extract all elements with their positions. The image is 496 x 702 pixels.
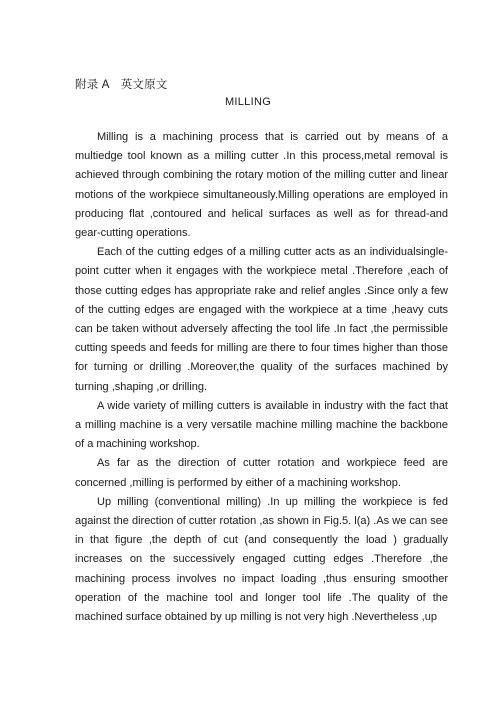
appendix-heading: 附录 A 英文原文 [75,79,168,91]
paragraph-5: Up milling (conventional milling) .In up milling the workpiece is fed against the direction of cutter rotation ,as shown in Fig.5. l(a) .As we can see in that figure ,the depth of cut (and consequently the load ) gradually increases on the successively engaged cutting edges .Therefore ,the machining process involves no impact loading ,thus ensuring smoother operation of the machine tool and longer tool life .The quality of the machined surface obtained by up milling is not very high .Nevertheless ,up [75,495,448,624]
document-title: MILLING [224,96,272,108]
paragraph-2: Each of the cutting edges of a milling cutter acts as an individualsingle-point cutter when it engages with the workpiece metal .Therefore ,each of those cutting edges has appropriate rake and relief angles .Since only a few of the cutting edges are engaged with the workpiece at a time ,heavy cuts can be taken without adversely affecting the tool life .In fact ,the permissible cutting speeds and feeds for milling are there to four times higher than those for turning or drilling .Moreover,the quality of the surfaces machined by turning ,shaping ,or drilling. [75,246,448,393]
paragraph-1: Milling is a machining process that is carried out by means of a multiedge tool known as a milling cutter .In this process,metal removal is achieved through combining the rotary motion of the milling cutter and linear motions of the workpiece simultaneously.Milling operations are employed in producing flat ,contoured and helical surfaces as well as for thread-and gear-cutting operations. [75,131,448,240]
body-text [75,128,448,627]
paragraph-4: As far as the direction of cutter rotation and workpiece feed are concerned ,milling is performed by either of a machining workshop. [75,457,448,489]
paragraph-3: A wide variety of milling cutters is available in industry with the fact that a milling machine is a very versatile machine milling machine the backbone of a machining workshop. [75,399,448,451]
